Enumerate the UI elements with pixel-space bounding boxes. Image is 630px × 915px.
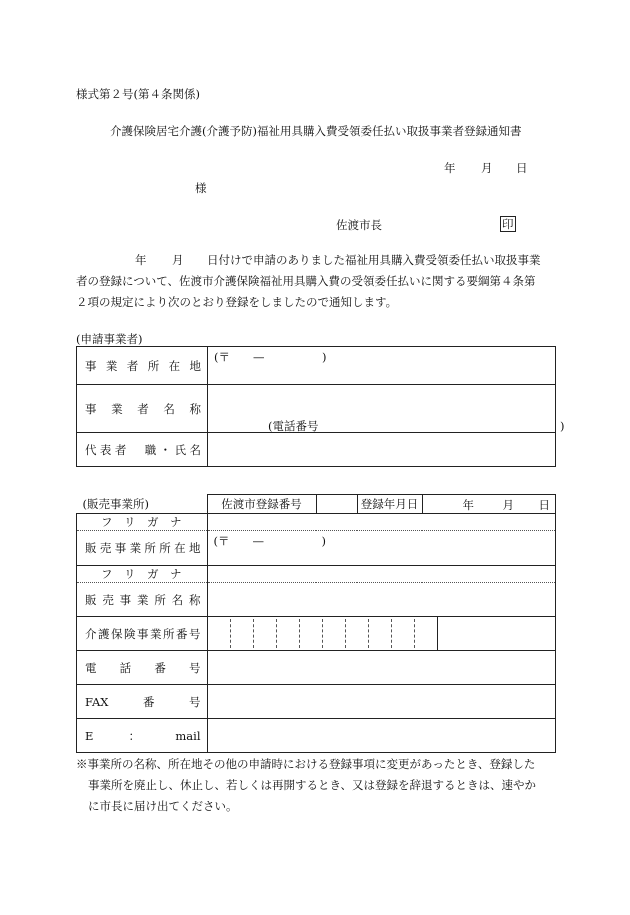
- phone-number-text: (電話番号 ): [268, 419, 565, 433]
- email-field[interactable]: [207, 719, 556, 753]
- store-heading: (販売事業所): [82, 496, 149, 511]
- furigana-address-field[interactable]: [207, 514, 556, 531]
- digit-divider: [322, 619, 323, 648]
- addressee-suffix: 様: [195, 181, 207, 195]
- reg-day: 日: [538, 498, 550, 512]
- store-table: [76, 494, 556, 753]
- body-line-2: 者の登録について、佐渡市介護保険福祉用具購入費の受領委任払いに関する要綱第４条第: [76, 274, 536, 288]
- note-line-1: ※事業所の名称、所在地その他の申請時における登録事項に変更があったとき、登録した: [76, 757, 536, 771]
- email-label: E：mail: [85, 728, 201, 743]
- digit-divider: [368, 619, 369, 648]
- reg-number-field[interactable]: [316, 495, 357, 514]
- document-title: 介護保険居宅介護(介護予防)福祉用具購入費受領委任払い取扱事業者登録通知書: [110, 124, 522, 138]
- date-month: 月: [481, 161, 493, 175]
- table-row: [77, 583, 556, 617]
- applicant-table: [76, 346, 565, 467]
- table-row: [77, 531, 556, 566]
- date-day: 日: [516, 161, 528, 175]
- applicant-address-label: 事業者所在地: [85, 358, 201, 373]
- applicant-name-field[interactable]: [208, 385, 565, 433]
- reg-date-label: 登録年月日: [357, 495, 422, 514]
- reg-month: 月: [502, 498, 514, 512]
- digit-divider: [299, 619, 300, 648]
- postal-code-text: (〒 — ): [214, 350, 327, 364]
- table-row: [77, 385, 556, 433]
- digit-divider: [391, 619, 392, 648]
- store-postal-code-text: (〒 — ): [213, 534, 326, 548]
- digit-divider: [414, 619, 415, 648]
- furigana-label-address: フ リ ガ ナ: [101, 515, 182, 529]
- furigana-label-name: フ リ ガ ナ: [101, 567, 182, 581]
- digit-divider: [345, 619, 346, 648]
- fax-field[interactable]: [207, 685, 556, 719]
- office-number-label: 介護保険事業所番号: [85, 626, 201, 641]
- issuer: 佐渡市長: [336, 218, 382, 232]
- body-month: 月: [172, 253, 184, 267]
- table-row: [77, 617, 556, 651]
- table-row: [77, 514, 556, 531]
- reg-year: 年: [462, 498, 474, 512]
- digit-divider: [230, 619, 231, 648]
- store-name-label: 販売事業所名称: [85, 592, 201, 607]
- fax-label: FAX番号: [85, 694, 201, 709]
- body-year: 年: [135, 253, 147, 267]
- digit-end-line: [437, 617, 438, 650]
- digit-divider: [276, 619, 277, 648]
- note-line-3: に市長に届け出てください。: [88, 799, 238, 813]
- table-row: [77, 651, 556, 685]
- date-year: 年: [444, 161, 456, 175]
- table-row: [77, 719, 556, 753]
- seal-mark: 印: [502, 217, 514, 231]
- tel-label: 電話番号: [85, 660, 201, 675]
- table-row: [77, 685, 556, 719]
- reg-date-field[interactable]: [422, 495, 556, 514]
- store-name-field[interactable]: [207, 583, 556, 617]
- table-row: [77, 495, 556, 514]
- table-row: [77, 347, 556, 385]
- store-address-label: 販売事業所所在地: [85, 541, 201, 555]
- body-line-3: ２項の規定により次のとおり登録をしましたので通知します。: [76, 295, 398, 309]
- representative-field[interactable]: [208, 433, 556, 467]
- digit-divider: [253, 619, 254, 648]
- form-number: 様式第２号(第４条関係): [76, 87, 200, 101]
- representative-label: 代表者 職・氏名: [85, 442, 201, 457]
- body-line-1: 日付けで申請のありました福祉用具購入費受領委任払い取扱事業: [207, 253, 541, 267]
- table-row: [77, 433, 556, 467]
- reg-number-label: 佐渡市登録番号: [207, 495, 316, 514]
- tel-field[interactable]: [207, 651, 556, 685]
- applicant-name-label: 事業者名称: [85, 401, 201, 416]
- applicant-address-field[interactable]: [208, 347, 556, 385]
- note-line-2: 事業所を廃止し、休止し、若しくは再開するとき、又は登録を辞退するときは、速やか: [88, 778, 537, 792]
- furigana-name-field[interactable]: [207, 566, 556, 583]
- table-row: [77, 566, 556, 583]
- store-address-field[interactable]: [207, 531, 556, 566]
- applicant-heading: (申請事業者): [76, 332, 143, 346]
- office-number-field[interactable]: [207, 617, 556, 651]
